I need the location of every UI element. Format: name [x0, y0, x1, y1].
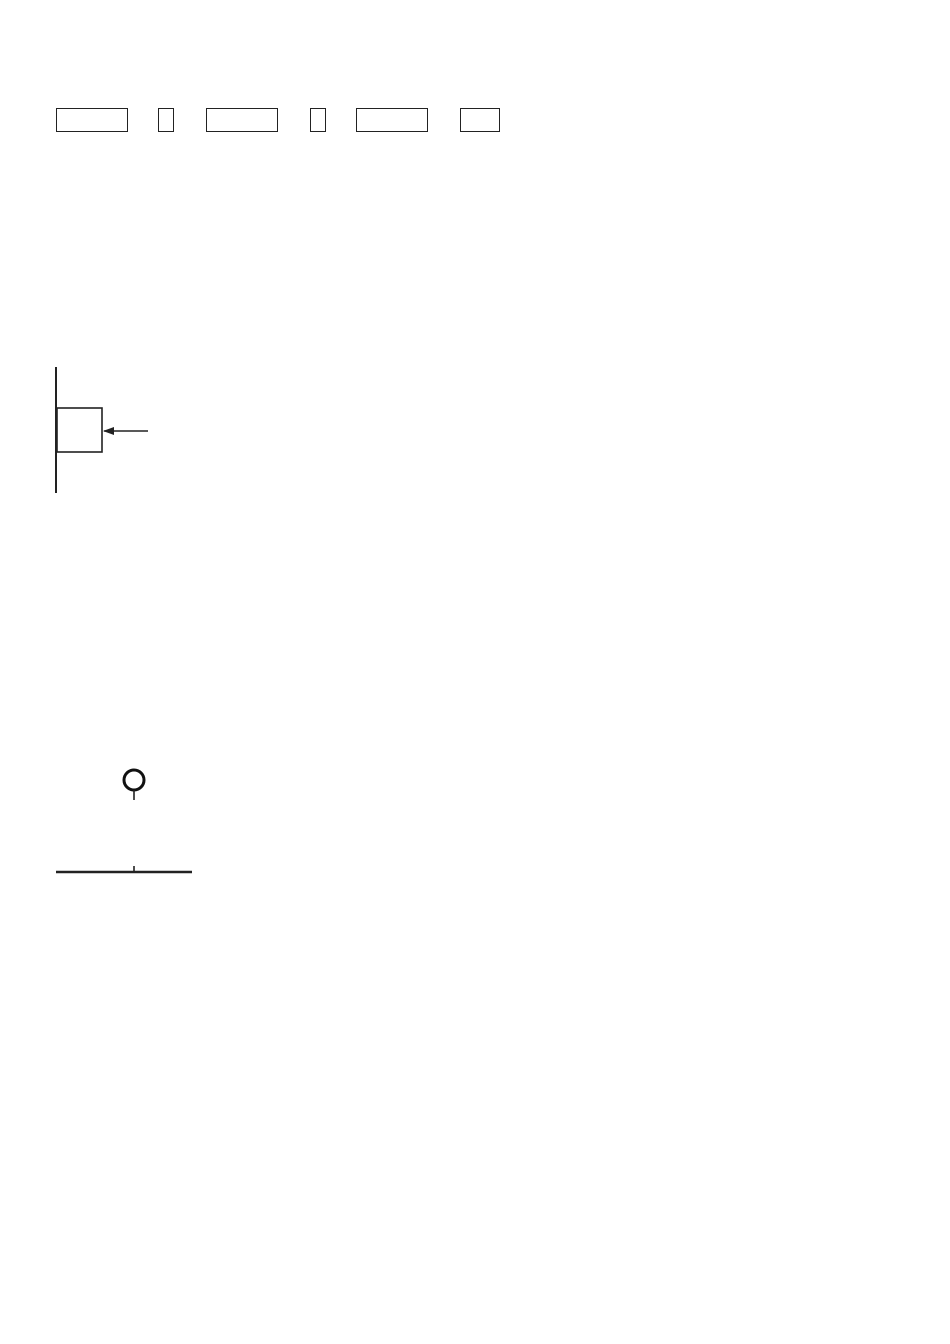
ball [124, 770, 144, 790]
force-arrowhead [103, 427, 114, 435]
flow-step-ellipsis [460, 108, 500, 132]
ball-spring-figure [50, 764, 200, 890]
flow-step-blank-2 [158, 108, 174, 132]
wall-block-figure [40, 365, 170, 497]
flow-step-generalize [356, 108, 428, 132]
flow-step-blank-4 [310, 108, 326, 132]
flow-step-observe [56, 108, 128, 132]
flow-step-reasoning [206, 108, 278, 132]
wood-block [57, 408, 102, 452]
